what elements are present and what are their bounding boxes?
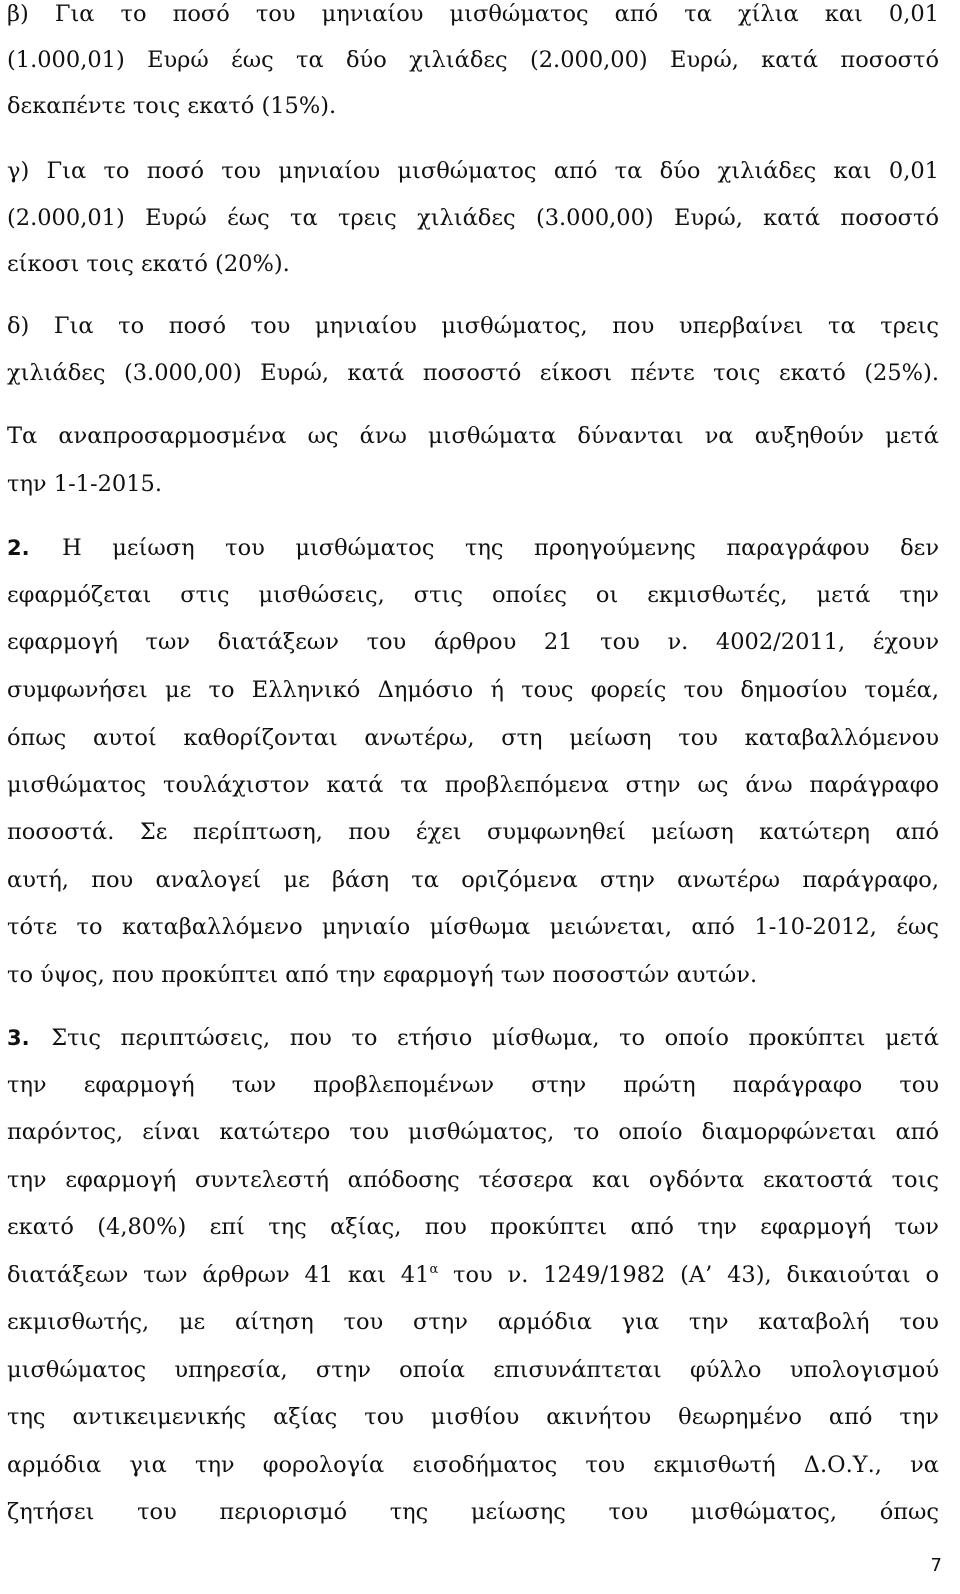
- text-line: εφαρμογή των διατάξεων του άρθρου 21 του ν. 4002/2011, έχουν: [7, 629, 939, 655]
- text-line: είκοσι τοις εκατό (20%).: [7, 251, 290, 277]
- text-segment: του ν. 1249/1982 (Α’ 43), δικαιούται ο: [438, 1262, 940, 1288]
- text-line: αρμόδια για την φορολογία εισοδήματος του εκμισθωτή Δ.Ο.Υ., να: [7, 1452, 939, 1478]
- superscript: α: [429, 1262, 439, 1277]
- text-line: Στις περιπτώσεις, που το ετήσιο μίσθωμα, το οποίο προκύπτει μετά: [51, 1025, 940, 1051]
- text-line: (2.000,01) Ευρώ έως τα τρεις χιλιάδες (3.000,00) Ευρώ, κατά ποσοστό: [7, 205, 939, 231]
- text-line: μισθώματος υπηρεσία, στην οποία επισυνάπτεται φύλλο υπολογισμού: [7, 1357, 939, 1383]
- text-line: της αντικειμενικής αξίας του μισθίου ακινήτου θεωρημένο από την: [7, 1404, 939, 1430]
- text-line: μισθώματος τουλάχιστον κατά τα προβλεπόμενα στην ως άνω παράγραφο: [7, 772, 939, 798]
- text-line: συμφωνήσει με το Ελληνικό Δημόσιο ή τους φορείς του δημοσίου τομέα,: [7, 677, 939, 703]
- paragraph-2-first-line: [7, 528, 939, 568]
- text-line: β) Για το ποσό του μηνιαίου μισθώματος από τα χίλια και 0,01: [7, 1, 939, 27]
- text-line: την 1-1-2015.: [7, 471, 163, 497]
- text-line: όπως αυτοί καθορίζονται ανωτέρω, στη μείωση του καταβαλλόμενου: [7, 725, 939, 751]
- text-line: ποσοστά. Σε περίπτωση, που έχει συμφωνηθεί μείωση κατώτερη από: [7, 819, 939, 845]
- text-line-with-superscript: [7, 1255, 939, 1295]
- text-line: (1.000,01) Ευρώ έως τα δύο χιλιάδες (2.000,00) Ευρώ, κατά ποσοστό: [7, 47, 939, 73]
- text-line: δ) Για το ποσό του μηνιαίου μισθώματος, που υπερβαίνει τα τρεις: [7, 313, 939, 339]
- text-segment: διατάξεων των άρθρων 41 και 41: [7, 1262, 430, 1288]
- text-line: ζητήσει του περιορισμό της μείωσης του μισθώματος, όπως: [7, 1499, 939, 1525]
- text-line: εκατό (4,80%) επί της αξίας, που προκύπτει από την εφαρμογή των: [7, 1214, 939, 1240]
- text-line: χιλιάδες (3.000,00) Ευρώ, κατά ποσοστό είκοσι πέντε τοις εκατό (25%).: [7, 360, 939, 386]
- text-line: εκμισθωτής, με αίτηση του στην αρμόδια για την καταβολή του: [7, 1309, 939, 1335]
- text-line: την εφαρμογή συντελεστή απόδοσης τέσσερα και ογδόντα εκατοστά τοις: [7, 1167, 939, 1193]
- paragraph-number: 3.: [7, 1026, 30, 1050]
- text-line: παρόντος, είναι κατώτερο του μισθώματος, το οποίο διαμορφώνεται από: [7, 1119, 939, 1145]
- text-line: Τα αναπροσαρμοσμένα ως άνω μισθώματα δύνανται να αυξηθούν μετά: [7, 423, 939, 449]
- text-line: Η μείωση του μισθώματος της προηγούμενης παραγράφου δεν: [62, 535, 940, 561]
- text-line: τότε το καταβαλλόμενο μηνιαίο μίσθωμα μειώνεται, από 1-10-2012, έως: [7, 914, 939, 940]
- text-line: γ) Για το ποσό του μηνιαίου μισθώματος από τα δύο χιλιάδες και 0,01: [7, 158, 939, 184]
- paragraph-3-first-line: [7, 1018, 939, 1058]
- text-line: αυτή, που αναλογεί με βάση τα οριζόμενα στην ανωτέρω παράγραφο,: [7, 867, 939, 893]
- text-line: την εφαρμογή των προβλεπομένων στην πρώτη παράγραφο του: [7, 1072, 939, 1098]
- text-line: το ύψος, που προκύπτει από την εφαρμογή των ποσοστών αυτών.: [7, 962, 758, 988]
- text-line: δεκαπέντε τοις εκατό (15%).: [7, 93, 337, 119]
- page-number: 7: [930, 1555, 942, 1576]
- paragraph-number: 2.: [7, 536, 30, 560]
- text-line: εφαρμόζεται στις μισθώσεις, στις οποίες οι εκμισθωτές, μετά την: [7, 582, 939, 608]
